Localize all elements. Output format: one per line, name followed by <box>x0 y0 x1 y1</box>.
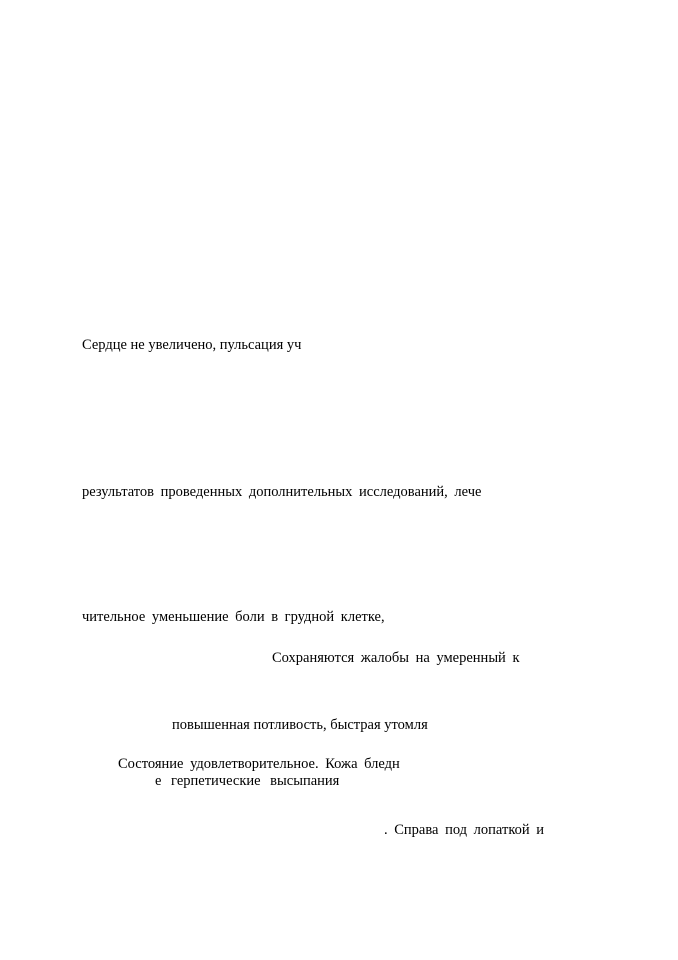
text-fragment-results: результатов проведенных дополнительных исследований, лече <box>82 484 482 500</box>
text-fragment-pain-reduction: чительное уменьшение боли в грудной клетке, <box>82 609 385 625</box>
text-fragment-herpetic: е герпетические высыпания <box>155 773 340 789</box>
text-fragment-heart: Сердце не увеличено, пульсация уч <box>82 337 302 353</box>
text-fragment-right-scapula: . Справа под лопаткой и <box>384 822 545 838</box>
text-fragment-sweating: повышенная потливость, быстрая утомля <box>172 717 428 733</box>
text-fragment-complaints: Сохраняются жалобы на умеренный к <box>272 650 520 666</box>
text-fragment-condition: Состояние удовлетворительное. Кожа бледн <box>118 756 400 772</box>
